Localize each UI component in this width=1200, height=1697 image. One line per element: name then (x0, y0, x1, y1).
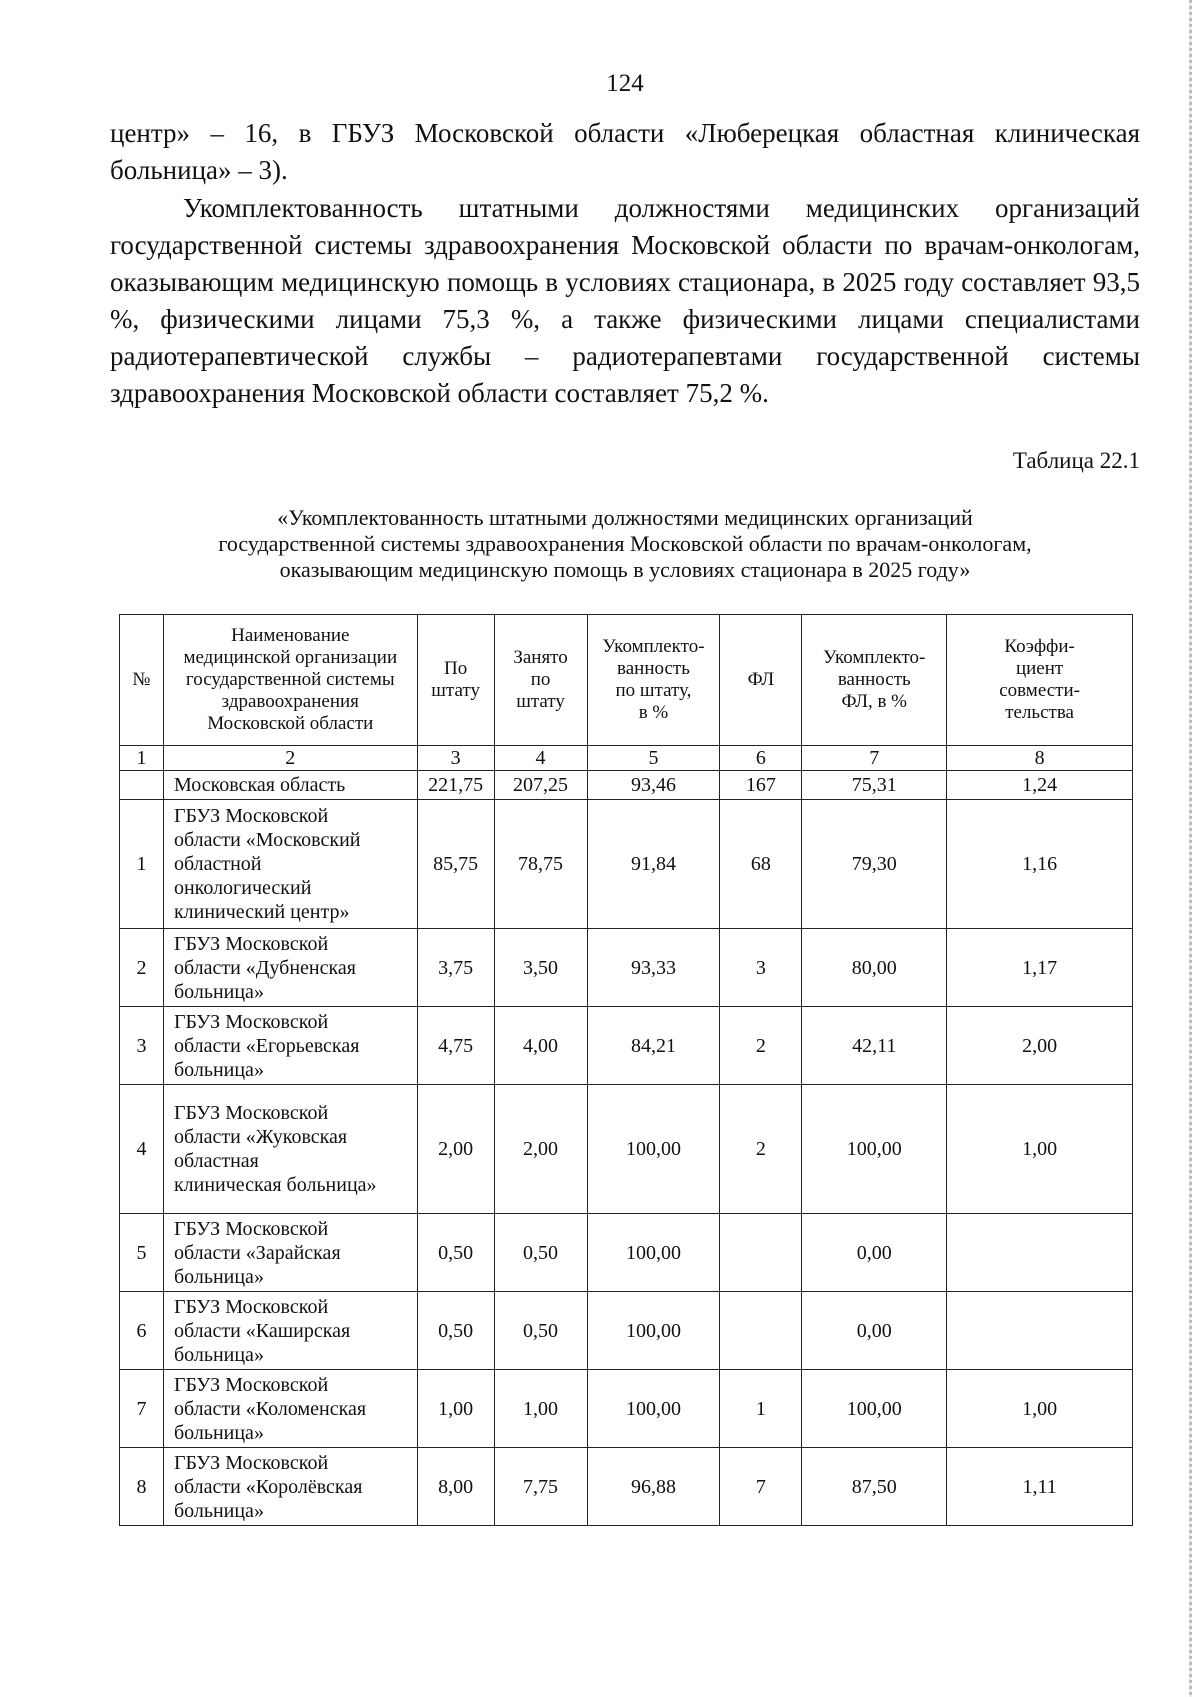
cell-po-shtatu: 0,50 (417, 1292, 494, 1370)
header-koef: Коэффи- циент совмести- тельства (947, 615, 1133, 746)
cell-ukompl-shtat: 100,00 (587, 1370, 720, 1448)
cell-koef: 2,00 (947, 1007, 1133, 1085)
table-row (120, 929, 1133, 1007)
header-po-shtatu: По штату (417, 615, 494, 746)
table-row (120, 1370, 1133, 1448)
header-ukompl-fl: Укомплекто- ванность ФЛ, в % (802, 615, 947, 746)
cell-name: ГБУЗ Московской области «Жуковская областная клиническая больница» (163, 1085, 417, 1214)
column-number: 7 (802, 746, 947, 771)
header-ukompl-shtat: Укомплекто- ванность по штату, в % (587, 615, 720, 746)
paragraph-staffing: Укомплектованность штатными должностями медицинских организаций государственной системы здравоохранения Московской области по врачам-онкологам, оказывающим медицинскую помощь в условиях стационара, в 2025 году составляет 93,5 %, физическими лицами 75,3 %, а также физическими лицами специалистами радиотерапевтической службы – радиотерапевтами государственной системы здравоохранения Московской области составляет 75,2 %. (110, 193, 1140, 408)
cell-fl: 167 (720, 771, 802, 800)
cell-fl (720, 1292, 802, 1370)
cell-ukompl-fl: 87,50 (802, 1448, 947, 1526)
cell-name: ГБУЗ Московской области «Зарайская больница» (163, 1214, 417, 1292)
table-row (120, 1214, 1133, 1292)
column-number: 5 (587, 746, 720, 771)
column-number: 2 (163, 746, 417, 771)
cell-koef (947, 1292, 1133, 1370)
cell-ukompl-fl: 75,31 (802, 771, 947, 800)
cell-zanyato: 1,00 (494, 1370, 587, 1448)
cell-name: ГБУЗ Московской области «Дубненская больница» (163, 929, 417, 1007)
cell-zanyato: 7,75 (494, 1448, 587, 1526)
cell-fl: 3 (720, 929, 802, 1007)
cell-no: 2 (120, 929, 164, 1007)
cell-ukompl-shtat: 84,21 (587, 1007, 720, 1085)
cell-ukompl-shtat: 100,00 (587, 1214, 720, 1292)
cell-name: ГБУЗ Московской области «Московский областной онкологический клинический центр» (163, 800, 417, 929)
column-number: 3 (417, 746, 494, 771)
cell-ukompl-fl: 0,00 (802, 1214, 947, 1292)
cell-name: Московская область (163, 771, 417, 800)
cell-name: ГБУЗ Московской области «Каширская больница» (163, 1292, 417, 1370)
paragraph-continuation: центр» – 16, в ГБУЗ Московской области «Люберецкая областная клиническая больница» – 3). (110, 118, 1140, 185)
cell-name: ГБУЗ Московской области «Королёвская больница» (163, 1448, 417, 1526)
column-number: 8 (947, 746, 1133, 771)
column-number-row (120, 746, 1133, 771)
cell-name: ГБУЗ Московской области «Коломенская больница» (163, 1370, 417, 1448)
cell-ukompl-shtat: 91,84 (587, 800, 720, 929)
cell-fl: 1 (720, 1370, 802, 1448)
header-name: Наименование медицинской организации государственной системы здравоохранения Московской области (163, 615, 417, 746)
cell-no: 4 (120, 1085, 164, 1214)
cell-ukompl-shtat: 93,33 (587, 929, 720, 1007)
cell-no: 6 (120, 1292, 164, 1370)
cell-ukompl-fl: 100,00 (802, 1085, 947, 1214)
cell-no (120, 771, 164, 800)
cell-koef: 1,11 (947, 1448, 1133, 1526)
cell-fl: 2 (720, 1085, 802, 1214)
staffing-table (119, 614, 1133, 1526)
cell-po-shtatu: 1,00 (417, 1370, 494, 1448)
cell-po-shtatu: 4,75 (417, 1007, 494, 1085)
table-title-line: государственной системы здравоохранения Московской области по врачам-онкологам, (218, 531, 1032, 556)
cell-ukompl-shtat: 100,00 (587, 1292, 720, 1370)
column-number: 1 (120, 746, 164, 771)
table-caption: Таблица 22.1 (1012, 448, 1140, 473)
cell-koef: 1,17 (947, 929, 1133, 1007)
cell-ukompl-fl: 0,00 (802, 1292, 947, 1370)
cell-po-shtatu: 3,75 (417, 929, 494, 1007)
cell-no: 1 (120, 800, 164, 929)
cell-ukompl-shtat: 93,46 (587, 771, 720, 800)
cell-koef: 1,16 (947, 800, 1133, 929)
header-zanyato: Занято по штату (494, 615, 587, 746)
cell-no: 3 (120, 1007, 164, 1085)
cell-koef: 1,00 (947, 1370, 1133, 1448)
cell-zanyato: 2,00 (494, 1085, 587, 1214)
page-number: 124 (606, 70, 644, 97)
cell-ukompl-shtat: 100,00 (587, 1085, 720, 1214)
cell-po-shtatu: 8,00 (417, 1448, 494, 1526)
cell-fl: 7 (720, 1448, 802, 1526)
table-row (120, 1007, 1133, 1085)
cell-po-shtatu: 0,50 (417, 1214, 494, 1292)
header-fl: ФЛ (720, 615, 802, 746)
cell-no: 7 (120, 1370, 164, 1448)
cell-koef: 1,24 (947, 771, 1133, 800)
cell-ukompl-fl: 42,11 (802, 1007, 947, 1085)
cell-zanyato: 3,50 (494, 929, 587, 1007)
table-title-line: оказывающим медицинскую помощь в условиях стационара в 2025 году» (279, 557, 971, 582)
cell-zanyato: 78,75 (494, 800, 587, 929)
cell-fl (720, 1214, 802, 1292)
table-row (120, 1085, 1133, 1214)
cell-ukompl-fl: 80,00 (802, 929, 947, 1007)
table-row (120, 1292, 1133, 1370)
column-number: 4 (494, 746, 587, 771)
cell-zanyato: 0,50 (494, 1292, 587, 1370)
cell-name: ГБУЗ Московской области «Егорьевская больница» (163, 1007, 417, 1085)
table-title (110, 505, 1140, 583)
cell-po-shtatu: 85,75 (417, 800, 494, 929)
cell-po-shtatu: 2,00 (417, 1085, 494, 1214)
table-row (120, 800, 1133, 929)
cell-ukompl-fl: 79,30 (802, 800, 947, 929)
column-number: 6 (720, 746, 802, 771)
cell-fl: 2 (720, 1007, 802, 1085)
total-row (120, 771, 1133, 800)
cell-fl: 68 (720, 800, 802, 929)
cell-no: 5 (120, 1214, 164, 1292)
table-title-line: «Укомплектованность штатными должностями медицинских организаций (277, 505, 973, 530)
cell-ukompl-shtat: 96,88 (587, 1448, 720, 1526)
table-header-row (120, 615, 1133, 746)
cell-po-shtatu: 221,75 (417, 771, 494, 800)
cell-no: 8 (120, 1448, 164, 1526)
cell-zanyato: 207,25 (494, 771, 587, 800)
cell-koef (947, 1214, 1133, 1292)
scan-edge (1189, 0, 1192, 1697)
cell-zanyato: 0,50 (494, 1214, 587, 1292)
table-row (120, 1448, 1133, 1526)
cell-koef: 1,00 (947, 1085, 1133, 1214)
cell-ukompl-fl: 100,00 (802, 1370, 947, 1448)
cell-zanyato: 4,00 (494, 1007, 587, 1085)
header-no: № (120, 615, 164, 746)
